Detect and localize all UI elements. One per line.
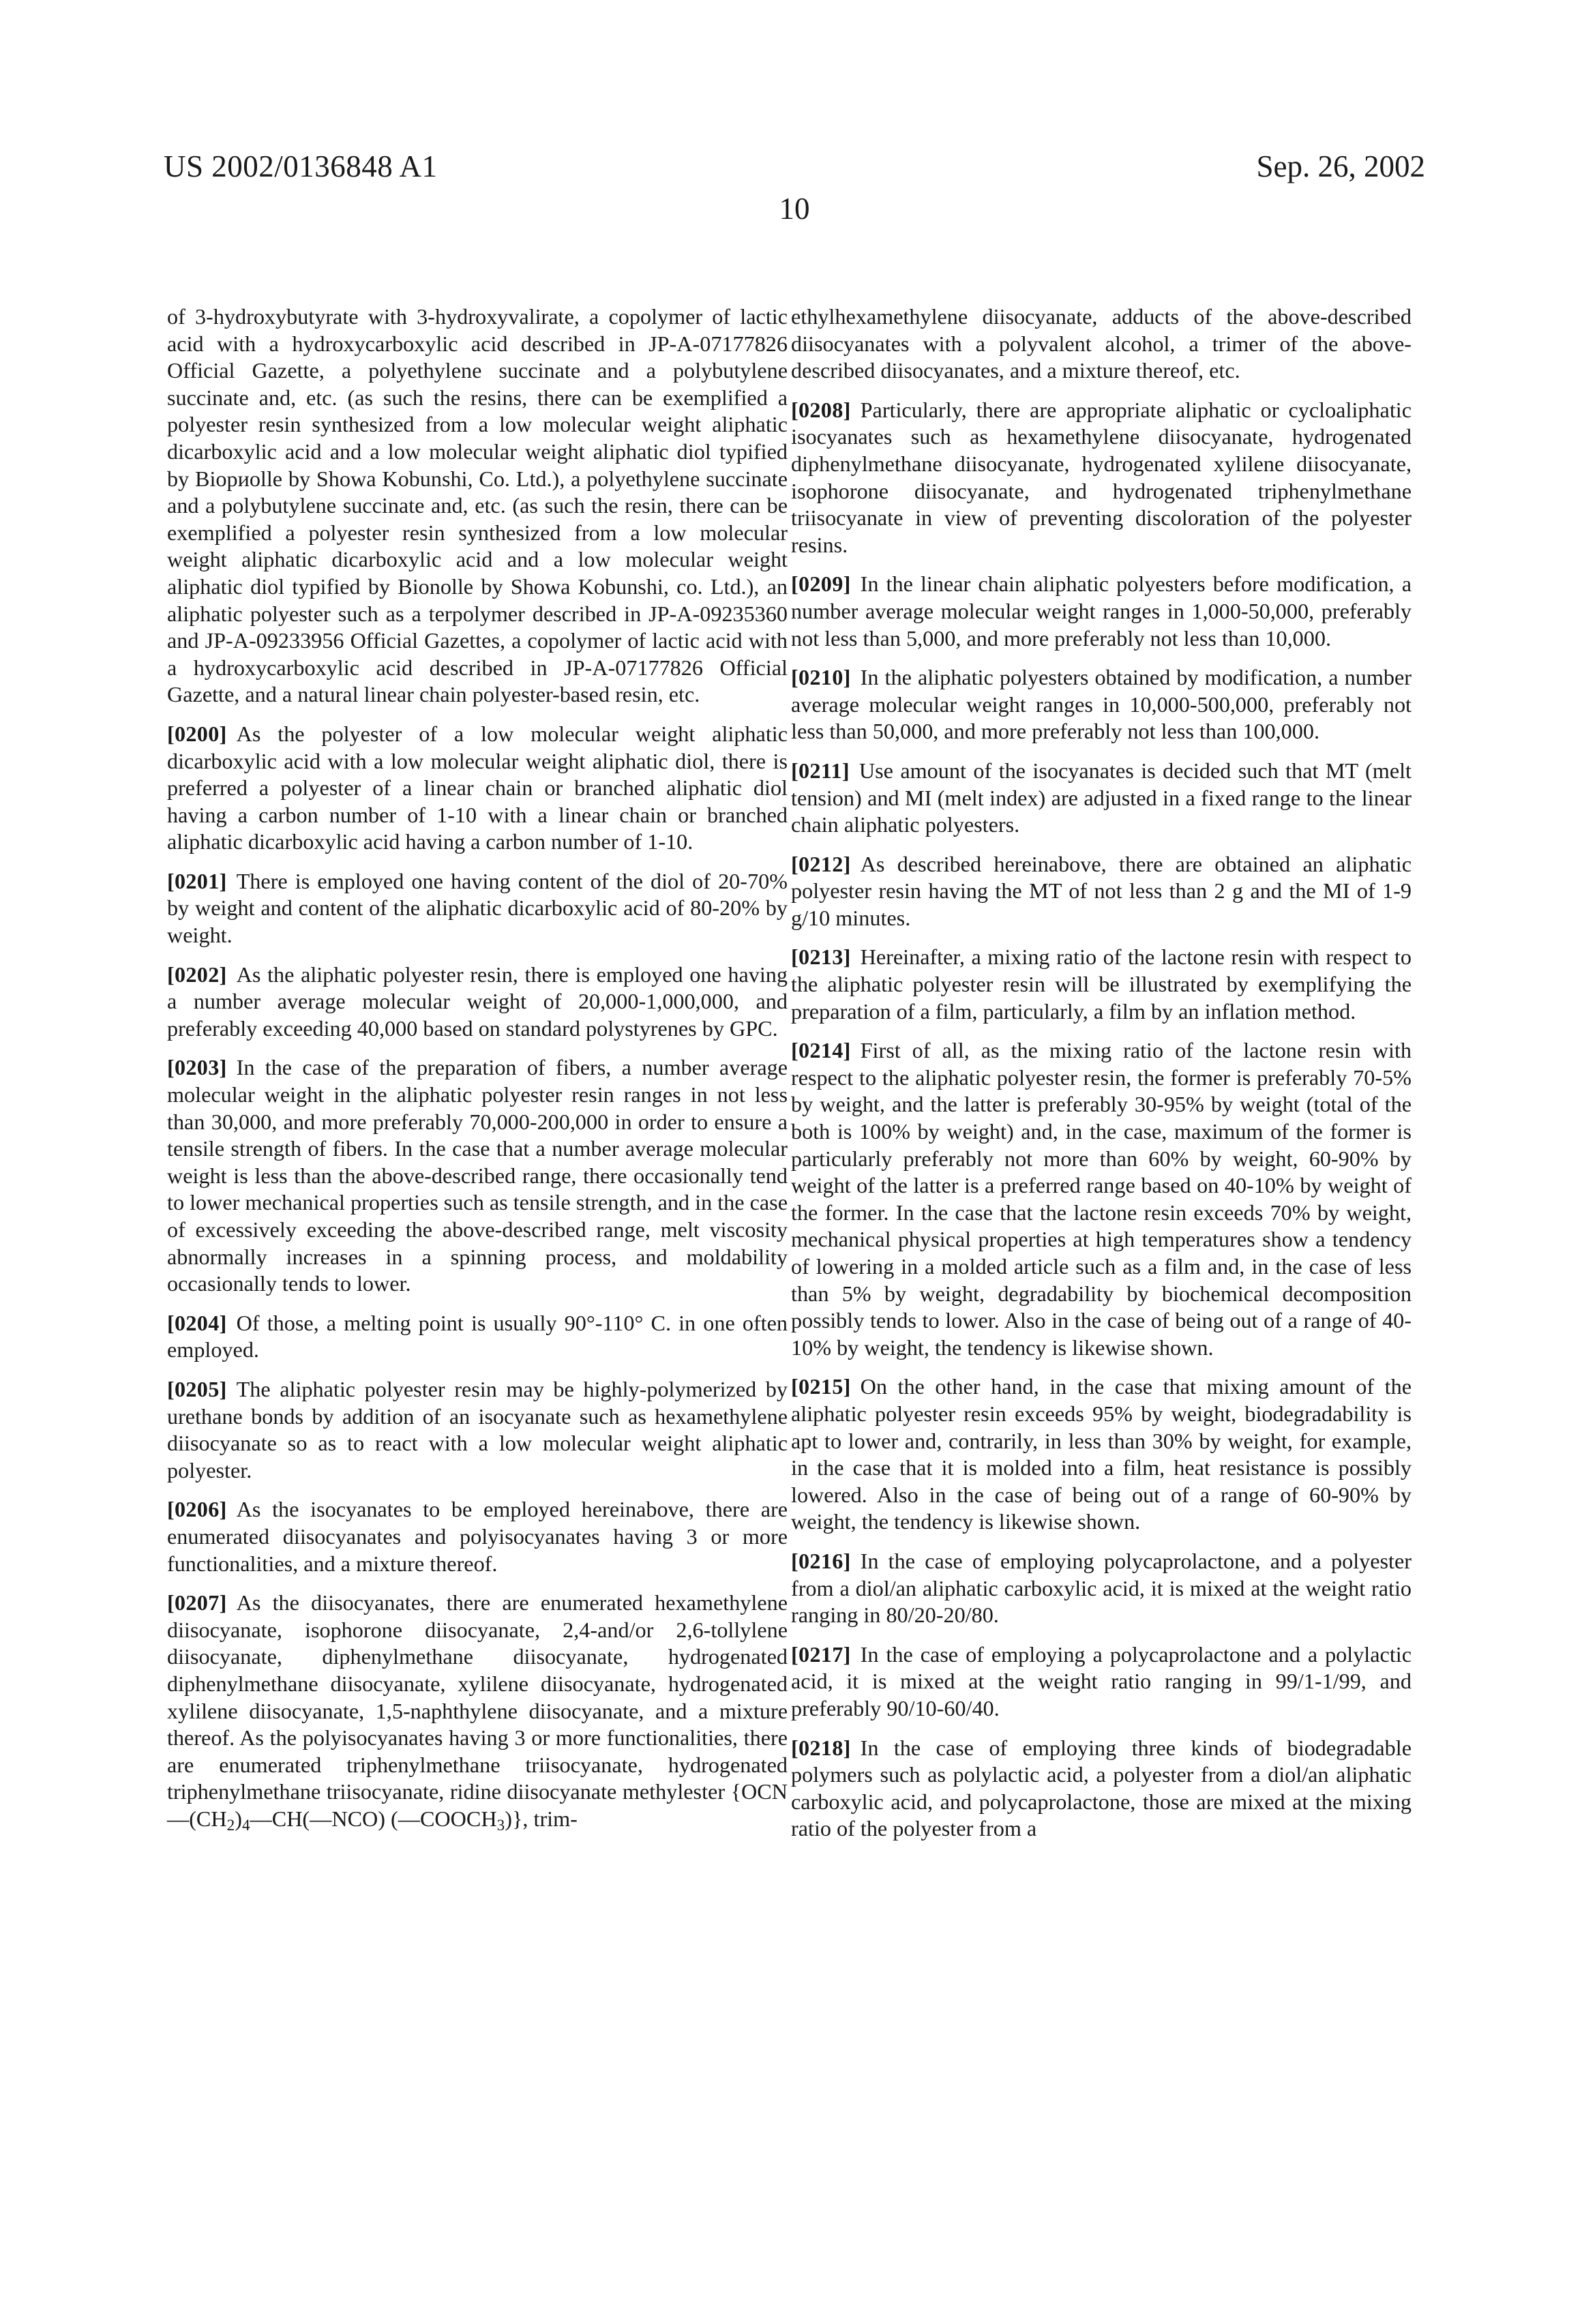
paragraph-number: [0205] — [167, 1377, 227, 1401]
paragraph-0210 — [791, 664, 1412, 745]
paragraph-0206 — [167, 1496, 788, 1577]
paragraph-text: On the other hand, in the case that mixing amount of the aliphatic polyester resin exceeds 95% by weight, biodegradability is apt to lower and, contrarily, in less than 30% by weight, for example, in the case that it is molded into a film, heat resistance is possibly lowered. Also in the case of being out of a range of 60-90% by weight, the tendency is likewise shown. — [791, 1374, 1412, 1534]
paragraph-text: )}, trim- — [505, 1806, 578, 1831]
paragraph-0218 — [791, 1735, 1412, 1843]
paragraph-number: [0212] — [791, 852, 851, 876]
paragraph-number: [0218] — [791, 1735, 851, 1760]
paragraph-number: [0215] — [791, 1374, 851, 1399]
subscript: 4 — [242, 1817, 250, 1834]
paragraph-number: [0213] — [791, 944, 851, 969]
paragraph-number: [0209] — [791, 571, 851, 596]
paragraph-text: As the polyester of a low molecular weight aliphatic dicarboxylic acid with a low molecular weight aliphatic diol, there is preferred a polyester of a linear chain or branched aliphatic diol having a carbon number of 1-10 with a linear chain or branched aliphatic dicarboxylic acid having a carbon number of 1-10. — [167, 721, 788, 854]
continuation-text: ethylhexamethylene diisocyanate, adducts of the above-described diisocyanates with a polyvalent alcohol, a trimer of the above-described diisocyanates, and a mixture thereof, etc. — [791, 303, 1412, 385]
paragraph-text: The aliphatic polyester resin may be highly-polymerized by urethane bonds by addition of an isocyanate such as hexamethylene diisocyanate so as to react with a low molecular weight aliphatic polyester. — [167, 1377, 788, 1483]
paragraph-number: [0206] — [167, 1497, 227, 1521]
paragraph-0204 — [167, 1310, 788, 1364]
paragraph-number: [0203] — [167, 1055, 227, 1079]
paragraph-0214 — [791, 1037, 1412, 1361]
paragraph-text: In the case of the preparation of fibers, a number average molecular weight in the aliphatic polyester resin ranges in not less than 30,000, and more preferably 70,000-200,000 in order to ensure a tensile strength of fibers. In the case that a number average molecular weight is less than the above-described range, there occasionally tend to lower mechanical properties such as tensile strength, and in the case of excessively exceeding the above-described range, melt viscosity abnormally increases in a spinning process, and moldability occasionally tends to lower. — [167, 1055, 788, 1296]
paragraph-text: Particularly, there are appropriate aliphatic or cycloaliphatic isocyanates such as hexamethylene diisocyanate, hydrogenated diphenylmethane diisocyanate, hydrogenated xylilene diisocyanate, isophorone diisocyanate, and hydrogenated triphenylmethane triisocyanate in view of preventing discoloration of the polyester resins. — [791, 398, 1412, 557]
continuation-text: of 3-hydroxybutyrate with 3-hydroxyvalirate, a copolymer of lactic acid with a hydroxycarboxylic acid described in JP-A-07177826 Official Gazette, a polyethylene succinate and a polybutylene succinate and, etc. (as such the resins, there can be exemplified a polyester resin synthesized from a low molecular weight aliphatic dicarboxylic acid and a low molecular weight aliphatic diol typified by Biориolle by Showa Kobunshi, Co. Ltd.), a polyethylene succinate and a polybutylene succinate and, etc. (as such the resin, there can be exemplified a polyester resin synthesized from a low molecular weight aliphatic dicarboxylic acid and a low molecular weight aliphatic diol typified by Bionolle by Showa Kobunshi, co. Ltd.), an aliphatic polyester such as a terpolymer described in JP-A-09235360 and JP-A-09233956 Official Gazettes, a copolymer of lactic acid with a hydroxycarboxylic acid described in JP-A-07177826 Official Gazette, and a natural linear chain polyester-based resin, etc. — [167, 303, 788, 709]
paragraph-0216 — [791, 1548, 1412, 1629]
paragraph-text: Of those, a melting point is usually 90°-110° C. in one often employed. — [167, 1311, 788, 1362]
paragraph-0202 — [167, 962, 788, 1043]
paragraph-text: First of all, as the mixing ratio of the lactone resin with respect to the aliphatic polyester resin, the former is preferably 70-5% by weight, and the latter is preferably 30-95% by weight (total of the both is 100% by weight) and, in the case, maximum of the former is particularly preferably not more than 60% by weight, 60-90% by weight of the latter is a preferred range based on 40-10% by weight of the former. In the case that the lactone resin exceeds 70% by weight, mechanical physical properties at high temperatures show a tendency of lowering in a molded article such as a film and, in the case of less than 5% by weight, degradability by biochemical decomposition possibly tends to lower. Also in the case of being out of a range of 40-10% by weight, the tendency is likewise shown. — [791, 1038, 1412, 1360]
publication-number: US 2002/0136848 A1 — [164, 149, 438, 184]
paragraph-0215 — [791, 1373, 1412, 1536]
paragraph-text: There is employed one having content of the diol of 20-70% by weight and content of the aliphatic dicarboxylic acid of 80-20% by weight. — [167, 869, 788, 947]
page-number: 10 — [164, 191, 1425, 226]
paragraph-0208 — [791, 397, 1412, 559]
paragraph-number: [0216] — [791, 1549, 851, 1573]
paragraph-text: In the case of employing polycaprolactone, and a polyester from a diol/an aliphatic carboxylic acid, it is mixed at the weight ratio ranging in 80/20-20/80. — [791, 1549, 1412, 1627]
paragraph-number: [0204] — [167, 1311, 227, 1335]
paragraph-0211 — [791, 758, 1412, 839]
paragraph-number: [0214] — [791, 1038, 851, 1062]
paragraph-number: [0217] — [791, 1642, 851, 1667]
paragraph-0209 — [791, 571, 1412, 652]
paragraph-0207 — [167, 1590, 788, 1832]
paragraph-text: In the case of employing three kinds of biodegradable polymers such as polylactic acid, a polyester from a diol/an aliphatic carboxylic acid, and polycaprolactone, those are mixed at the mixing ratio of the polyester from a — [791, 1735, 1412, 1841]
paragraph-text: In the linear chain aliphatic polyesters before modification, a number average molecular weight ranges in 1,000-50,000, preferably not less than 5,000, and more preferably not less than 10,000. — [791, 571, 1412, 650]
paragraph-0205 — [167, 1376, 788, 1484]
paragraph-text: As the diisocyanates, there are enumerated hexamethylene diisocyanate, isophorone diisocyanate, 2,4-and/or 2,6-tollylene diisocyanate, diphenylmethane diisocyanate, hydrogenated diphenylmethane diisocyanate, xylilene diisocyanate, hydrogenated xylilene diisocyanate, 1,5-naphthylene diisocyanate, and a mixture thereof. As the polyisocyanates having 3 or more functionalities, there are enumerated triphenylmethane triisocyanate, hydrogenated triphenylmethane triisocyanate, ridine diisocyanate methylester {OCN—(CH — [167, 1590, 788, 1831]
paragraph-0217 — [791, 1641, 1412, 1723]
paragraph-text: As the isocyanates to be employed hereinabove, there are enumerated diisocyanates and polyisocyanates having 3 or more functionalities, and a mixture thereof. — [167, 1497, 788, 1575]
paragraph-number: [0200] — [167, 721, 227, 746]
paragraph-number: [0202] — [167, 962, 227, 987]
left-column — [167, 303, 788, 1845]
paragraph-text: As the aliphatic polyester resin, there is employed one having a number average molecular weight of 20,000-1,000,000, and preferably exceeding 40,000 based on standard polystyrenes by GPC. — [167, 962, 788, 1041]
paragraph-number: [0207] — [167, 1590, 227, 1615]
paragraph-number: [0201] — [167, 869, 227, 893]
paragraph-text: Hereinafter, a mixing ratio of the lactone resin with respect to the aliphatic polyester resin will be illustrated by exemplifying the preparation of a film, particularly, a film by an inflation method. — [791, 944, 1412, 1023]
publication-date: Sep. 26, 2002 — [1257, 149, 1426, 184]
paragraph-number: [0210] — [791, 665, 851, 689]
paragraph-0203 — [167, 1054, 788, 1297]
paragraph-0200 — [167, 721, 788, 856]
paragraph-number: [0211] — [791, 758, 850, 783]
paragraph-0213 — [791, 944, 1412, 1025]
page-header — [164, 149, 1425, 224]
paragraph-number: [0208] — [791, 398, 851, 422]
paragraph-text: Use amount of the isocyanates is decided such that MT (melt tension) and MI (melt index) are adjusted in a fixed range to the linear chain aliphatic polyesters. — [791, 758, 1412, 837]
formula-text: —CH(—NCO) (—COOCH — [250, 1806, 497, 1831]
paragraph-text: As described hereinabove, there are obtained an aliphatic polyester resin having the MT of not less than 2 g and the MI of 1-9 g/10 minutes. — [791, 852, 1412, 930]
paragraph-text: In the case of employing a polycaprolactone and a polylactic acid, it is mixed at the weight ratio ranging in 99/1-1/99, and preferably 90/10-60/40. — [791, 1642, 1412, 1720]
paragraph-0201 — [167, 868, 788, 949]
paragraph-text: In the aliphatic polyesters obtained by modification, a number average molecular weight ranges in 10,000-500,000, preferably not less than 50,000, and more preferably not less than 100,000. — [791, 665, 1412, 743]
right-column — [791, 303, 1412, 1855]
paragraph-0212 — [791, 851, 1412, 932]
subscript: 2 — [227, 1817, 235, 1834]
subscript: 3 — [497, 1817, 505, 1834]
formula-text: ) — [235, 1806, 242, 1831]
